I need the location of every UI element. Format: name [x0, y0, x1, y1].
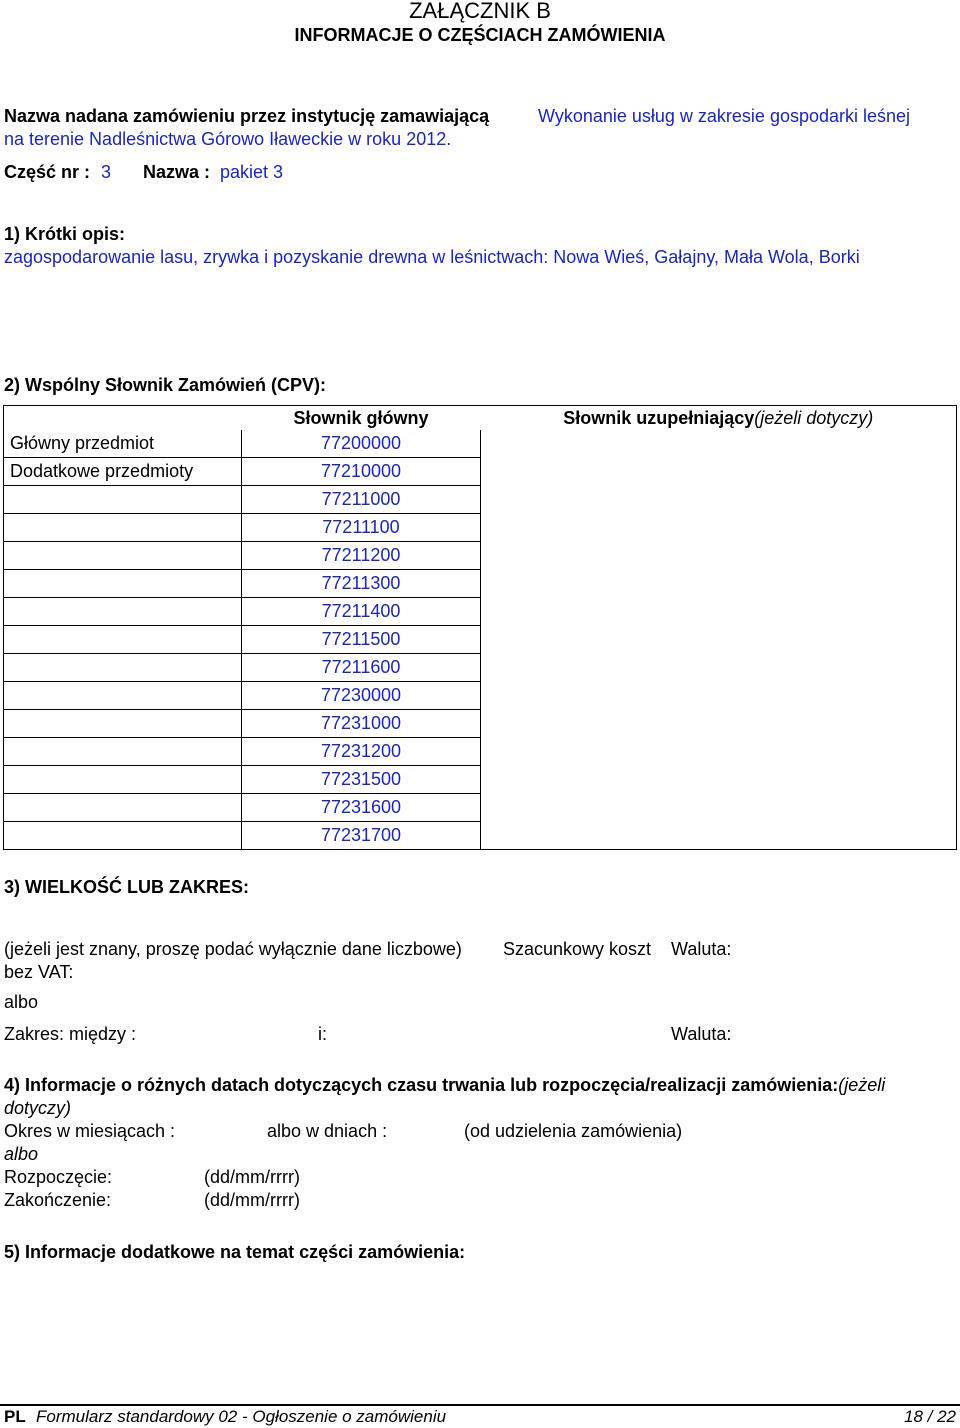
table-row [4, 654, 957, 682]
footer-lang: PL [4, 1407, 26, 1426]
months-label: Okres w miesiącach : [4, 1121, 176, 1141]
or-label: albo [4, 992, 39, 1012]
table-row [4, 794, 957, 822]
table-row [4, 738, 957, 766]
additional-code: 77211300 [242, 570, 481, 598]
additional-code: 77210000 [242, 458, 481, 486]
footer-form-name: Formularz standardowy 02 - Ogłoszenie o zamówieniu [36, 1407, 447, 1426]
start-format: (dd/mm/rrrr) [204, 1167, 300, 1187]
size-note: (jeżeli jest znany, proszę podać wyłącznie dane liczbowe) [4, 939, 462, 959]
additional-subjects-label: Dodatkowe przedmioty [4, 458, 242, 486]
part-name-value: pakiet 3 [220, 162, 284, 182]
end-label: Zakończenie: [4, 1190, 112, 1210]
main-subject-code: 77200000 [242, 430, 481, 458]
col-main-dictionary: Słownik główny [242, 406, 481, 431]
estimated-cost-label-2: bez VAT: [4, 962, 74, 982]
table-row [4, 570, 957, 598]
additional-code: 77231600 [242, 794, 481, 822]
range-label: Zakres: między : [4, 1024, 137, 1044]
page-title: ZAŁĄCZNIK B [409, 0, 551, 23]
additional-code: 77211400 [242, 598, 481, 626]
currency-label: Waluta: [671, 939, 732, 959]
from-award-label: (od udzielenia zamówienia) [464, 1121, 683, 1141]
section1-text: zagospodarowanie lasu, zrywka i pozyskanie drewna w leśnictwach: Nowa Wieś, Gałajny, Mała Wola, Borki [4, 247, 860, 267]
cpv-table [3, 405, 957, 850]
currency-label-2: Waluta: [671, 1024, 732, 1044]
additional-code: 77211500 [242, 626, 481, 654]
additional-code: 77211200 [242, 542, 481, 570]
additional-code: 77231500 [242, 766, 481, 794]
order-name-value-line1: Wykonanie usług w zakresie gospodarki leśnej [538, 106, 911, 126]
section4-heading-italic: (jeżeli [838, 1075, 886, 1095]
section4-heading-italic-2: dotyczy) [4, 1098, 72, 1118]
part-number-value: 3 [101, 162, 112, 182]
table-row [4, 542, 957, 570]
section2-heading: 2) Wspólny Słownik Zamówień (CPV): [4, 375, 327, 395]
section4-heading [4, 1075, 885, 1096]
part-name-label: Nazwa : [143, 162, 211, 182]
footer-page-number: 18 / 22 [904, 1407, 956, 1426]
estimated-cost-label: Szacunkowy koszt [503, 939, 652, 959]
footer-rule [0, 1404, 960, 1406]
col-extra-bold: Słownik uzupełniający [563, 407, 755, 428]
table-row [4, 710, 957, 738]
table-row [4, 458, 957, 486]
section3-heading: 3) WIELKOŚĆ LUB ZAKRES: [4, 877, 249, 897]
col-extra-italic: (jeżeli dotyczy) [754, 407, 874, 428]
additional-code: 77230000 [242, 682, 481, 710]
col-extra-dictionary [481, 406, 957, 431]
page-subtitle: INFORMACJE O CZĘŚCIACH ZAMÓWIENIA [294, 25, 666, 45]
range-and-label: i: [318, 1024, 327, 1044]
table-row [4, 822, 957, 850]
table-row [4, 486, 957, 514]
main-subject-label: Główny przedmiot [4, 430, 242, 458]
start-label: Rozpoczęcie: [4, 1167, 113, 1187]
days-label: albo w dniach : [267, 1121, 388, 1141]
section5-heading: 5) Informacje dodatkowe na temat części zamówienia: [4, 1242, 466, 1262]
part-number-label: Część nr : [4, 162, 91, 182]
cpv-header-row [4, 406, 957, 431]
or-label-2: albo [4, 1144, 39, 1164]
table-row [4, 514, 957, 542]
table-row [4, 430, 957, 458]
table-row [4, 682, 957, 710]
additional-code: 77211000 [242, 486, 481, 514]
additional-code: 77231700 [242, 822, 481, 850]
end-format: (dd/mm/rrrr) [204, 1190, 300, 1210]
additional-code: 77211600 [242, 654, 481, 682]
table-row [4, 598, 957, 626]
additional-code: 77231200 [242, 738, 481, 766]
table-row [4, 766, 957, 794]
order-name-label: Nazwa nadana zamówieniu przez instytucję zamawiającą [4, 106, 490, 126]
table-row [4, 626, 957, 654]
order-name-value-line2: na terenie Nadleśnictwa Górowo Iławeckie w roku 2012. [4, 129, 452, 149]
additional-code: 77211100 [242, 514, 481, 542]
additional-code: 77231000 [242, 710, 481, 738]
section1-heading: 1) Krótki opis: [4, 224, 126, 244]
section4-heading-bold: 4) Informacje o różnych datach dotyczących czasu trwania lub rozpoczęcia/realizacji zamówienia: [4, 1075, 839, 1095]
